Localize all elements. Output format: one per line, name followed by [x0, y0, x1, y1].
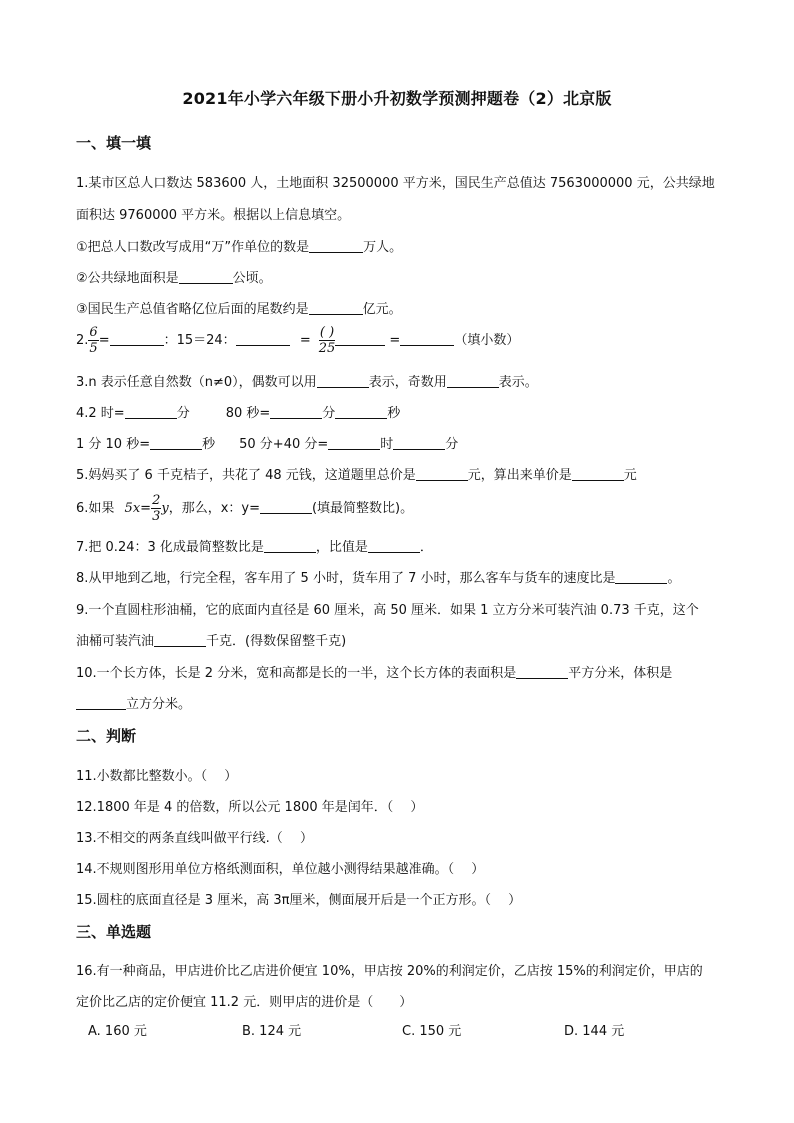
question-10-text: 10.一个长方体，长是 2 分米，宽和高都是长的一半，这个长方体的表面积是 [76, 666, 517, 681]
answer-blank[interactable] [615, 569, 667, 584]
answer-blank[interactable] [400, 331, 454, 346]
answer-blank[interactable] [179, 269, 233, 284]
question-7-end: ． [419, 540, 433, 555]
fraction-numerator: ( ) [319, 325, 335, 340]
choice-option-d[interactable]: D. 144 元 [564, 1024, 625, 1039]
equation-variable: 5x [124, 501, 141, 516]
question-1b-unit: 公顷。 [232, 271, 272, 286]
answer-blank[interactable] [150, 435, 202, 450]
question-7 [76, 536, 433, 555]
question-8-end: 。 [667, 571, 681, 586]
equals-sign: = [140, 501, 152, 516]
question-10-mid: 平方分米，体积是 [568, 666, 673, 681]
question-7-mid: ，比值是 [315, 540, 368, 555]
equals-sign: = [98, 333, 110, 348]
unit-label: 分 [445, 437, 459, 452]
unit-label: 秒 [387, 406, 401, 421]
question-8-text: 8.从甲地到乙地，行完全程，客车用了 5 小时，货车用了 7 小时，那么客车与货车的速度比是 [76, 571, 616, 586]
question-8 [76, 567, 681, 586]
question-5-text: 5.妈妈买了 6 千克桔子，共花了 48 元钱，这道题里总价是 [76, 468, 416, 483]
question-7-text: 7.把 0.24：3 化成最简整数比是 [76, 540, 264, 555]
question-number: 2. [76, 333, 89, 348]
question-1b [76, 267, 272, 286]
judge-item: 13.不相交的两条直线叫做平行线.（ ） [76, 831, 313, 846]
question-16-line-1: 16.有一种商品，甲店进价比乙店进价便宜 10%，甲店按 20%的利润定价，乙店按 15%的利润定价，甲店的 [76, 964, 703, 979]
answer-blank[interactable] [270, 404, 322, 419]
question-4b-text: 1 分 10 秒= [76, 437, 151, 452]
question-3-end: 表示。 [498, 375, 538, 390]
answer-blank[interactable] [309, 300, 363, 315]
answer-blank[interactable] [309, 238, 363, 253]
question-4b-mid: 50 分+40 分= [239, 437, 329, 452]
question-3-text: 3.n 表示任意自然数（n≠0），偶数可以用 [76, 375, 317, 390]
question-1b-text: ②公共绿地面积是 [76, 271, 179, 286]
equals-sign: = [299, 333, 311, 348]
fraction-numerator: 6 [89, 325, 98, 340]
fraction-six-fifths [88, 326, 98, 355]
question-9-line-1: 9.一个直圆柱形油桶，它的底面内直径是 60 厘米，高 50 厘米．如果 1 立方分米可装汽油 0.73 千克，这个 [76, 603, 699, 618]
question-10-line-2 [76, 693, 191, 712]
answer-blank[interactable] [125, 404, 177, 419]
answer-blank[interactable] [368, 538, 420, 553]
unit-label: 分 [176, 406, 190, 421]
answer-blank[interactable] [76, 695, 126, 710]
judge-item: 14.不规则图形用单位方格纸测面积，单位越小测得结果越准确。（ ） [76, 862, 485, 877]
fraction-blank-over-25 [319, 326, 336, 355]
fraction-denominator: 3 [152, 509, 161, 524]
answer-blank[interactable] [236, 331, 290, 346]
answer-blank[interactable] [416, 466, 468, 481]
equals-sign: = [389, 333, 401, 348]
question-9-line-2 [76, 630, 346, 649]
question-1a [76, 236, 402, 255]
question-4-line-2 [76, 433, 458, 452]
question-4-text: 4.2 时= [76, 406, 125, 421]
answer-blank[interactable] [264, 538, 316, 553]
question-10-line-1 [76, 662, 672, 681]
page-title: 2021年小学六年级下册小升初数学预测押题卷（2）北京版 [182, 89, 612, 108]
choice-option-c[interactable]: C. 150 元 [402, 1024, 462, 1039]
question-4-line-1 [76, 402, 400, 421]
question-5-mid: 元，算出来单价是 [467, 468, 572, 483]
answer-blank[interactable] [572, 466, 624, 481]
fraction-two-thirds [151, 494, 161, 523]
fraction-denominator: 25 [318, 341, 336, 356]
answer-blank[interactable] [393, 435, 445, 450]
ratio-text: ：15＝24： [163, 333, 236, 348]
question-1a-text: ①把总人口数改写成用“万”作单位的数是 [76, 240, 310, 255]
choice-option-b[interactable]: B. 124 元 [242, 1024, 302, 1039]
answer-blank[interactable] [516, 664, 568, 679]
choice-option-a[interactable]: A. 160 元 [88, 1024, 147, 1039]
fraction-denominator: 5 [89, 341, 98, 356]
judge-item: 11.小数都比整数小。（ ） [76, 769, 238, 784]
section-heading-fill: 一、填一填 [76, 134, 152, 152]
judge-item: 15.圆柱的底面直径是 3 厘米，高 3π厘米，侧面展开后是一个正方形。（ ） [76, 893, 522, 908]
question-6-mid: ，那么，x：y= [168, 501, 260, 516]
question-1-line-2: 面积达 9760000 平方米。根据以上信息填空。 [76, 208, 351, 223]
question-6 [76, 494, 413, 523]
unit-label: 时 [380, 437, 394, 452]
question-1c-text: ③国民生产总值省略亿位后面的尾数约是 [76, 302, 309, 317]
question-9-text: 油桶可装汽油 [76, 634, 155, 649]
answer-blank[interactable] [335, 331, 385, 346]
judge-item: 12.1800 年是 4 的倍数，所以公元 1800 年是闰年．（ ） [76, 800, 424, 815]
question-5 [76, 464, 637, 483]
answer-blank[interactable] [154, 632, 206, 647]
answer-blank[interactable] [110, 331, 164, 346]
question-5-end: 元 [623, 468, 637, 483]
question-3 [76, 371, 538, 390]
question-2-hint: （填小数） [454, 333, 520, 348]
answer-blank[interactable] [317, 373, 369, 388]
answer-blank[interactable] [335, 404, 387, 419]
question-10-end: 立方分米。 [126, 697, 192, 712]
question-6-text: 6.如果 [76, 501, 115, 516]
answer-blank[interactable] [447, 373, 499, 388]
question-1a-unit: 万人。 [363, 240, 403, 255]
answer-blank[interactable] [328, 435, 380, 450]
question-4-mid: 80 秒= [225, 406, 271, 421]
question-6-end: (填最简整数比)。 [311, 501, 414, 516]
equation-variable: y [161, 501, 169, 516]
question-1c-unit: 亿元。 [362, 302, 402, 317]
section-heading-single-choice: 三、单选题 [76, 923, 152, 941]
question-2 [76, 326, 519, 355]
question-1-line-1: 1.某市区总人口数达 583600 人，土地面积 32500000 平方米，国民生产总值达 7563000000 元，公共绿地 [76, 176, 715, 191]
unit-label: 分 [322, 406, 336, 421]
question-16-line-2: 定价比乙店的定价便宜 11.2 元．则甲店的进价是（ ） [76, 995, 413, 1010]
unit-label: 秒 [202, 437, 216, 452]
question-9-end: 千克．(得数保留整千克) [206, 634, 347, 649]
section-heading-judge: 二、判断 [76, 727, 137, 745]
answer-blank[interactable] [260, 499, 312, 514]
question-3-mid: 表示，奇数用 [368, 375, 447, 390]
question-1c [76, 298, 402, 317]
fraction-numerator: 2 [152, 493, 161, 508]
